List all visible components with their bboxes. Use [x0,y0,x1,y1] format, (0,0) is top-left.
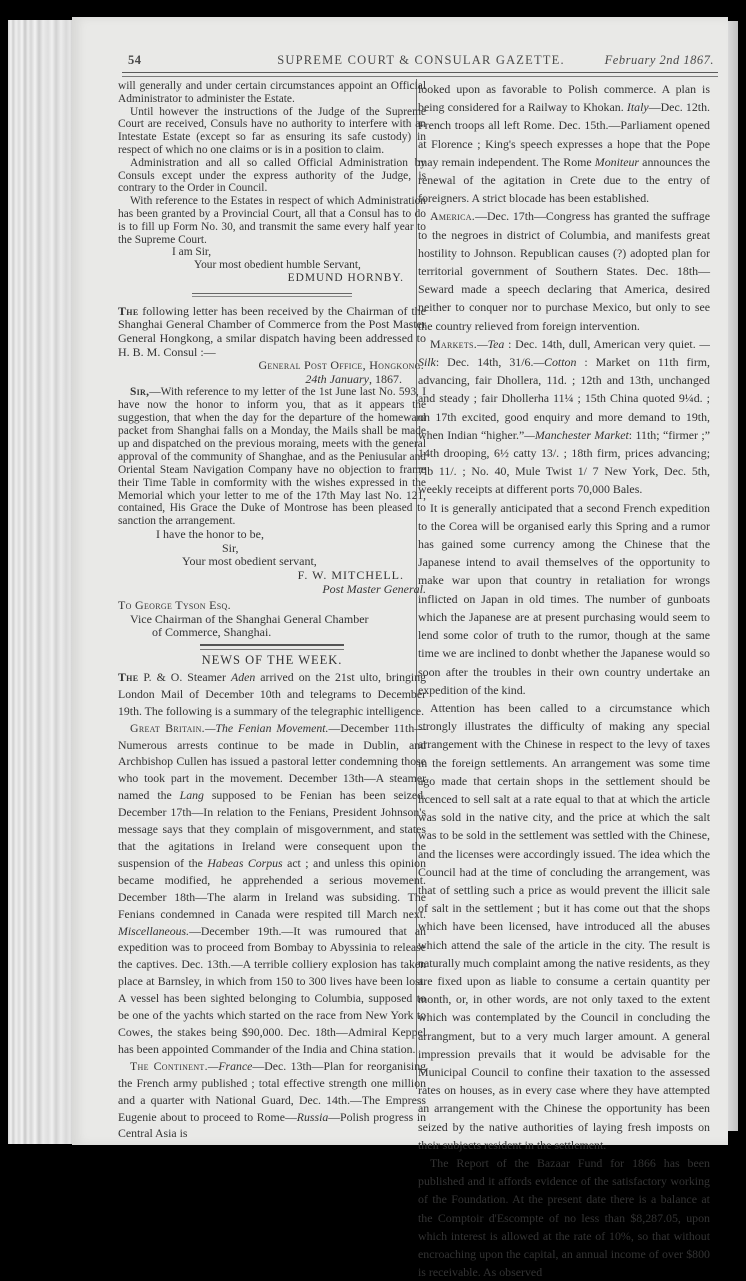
italic-term: Moniteur [594,154,640,169]
closing-line: I am Sir, [172,246,212,259]
subheading: —Cotton [533,355,577,370]
paragraph: With reference to the Estates in respect of which Administration has been granted by a Provincial Court, all that a Consul has to do is to fill up Form No. 30, and transmit the same every half year to the Supreme Court. [118,195,426,246]
gazette-page [72,17,728,1280]
subheading: —Silk [418,336,710,370]
paragraph [118,305,426,359]
hornby-letter [118,80,426,285]
salutation: Sir, [130,386,150,399]
book-page-edges [8,20,74,1144]
letter-dateline [118,373,426,387]
subheading: —Tea [477,336,505,351]
text: arrived on the 21st ulto, bringing London Mail of December 10th and telegrams to December 19th. The following is a summary of the telegraphic intelligence. [118,669,427,718]
addressee: To George Tyson Esq. [118,598,231,613]
text: —December 11th—Numerous arrests continue to be made in Dublin, and Archbishop Cullen has issued a pastoral letter condemning those who took part in the movement. December 13th—A steamer named the [118,720,427,803]
paragraph-salt-tax: Attention has been called to a circumstance which strongly illustrates the difficulty of making any special arrangement with the Chinese in respect to the levy of taxes in the foreign settlements. An arrangement was some time ago made that certain shops in the settlement should be licenced to sell salt at a rate equal to that at which the article was sold in the native city, and the price at which the salt was to be sold in the settlement was settled with the Chinese, and the licenses were accordingly issued. The idea which the Council had at the time of concluding the arrangement, was that of settling such a price as would prevent the illicit sale of salt in the settlement ; but it has come out that the shops which have been licensed, have introduced all the abuses which attend the sale of the article in the city. The result is naturally much complaint among the native residents, as they are fixed upon as liable to consume a certain quantity per month, or, in other words, are not only taxed to the extent which was contemplated by the Council in concluding the arrangment, but to a very much larger amount. A general impression prevails that it would be advisable for the Municipal Council to confine their taxation to the assessed rates on houses, as in every case where they have attempted an arrangement with the Chinese the opportunity has been seized by the native authorities of laying fresh imposts on their subjects resident in the settlement. [418,700,710,1152]
intro-text: following letter has been received by the Chairman of the Shanghai General Chamber of Commerce from the Post Master General Hongkong, a smilar dispatch having been addressed to H. B. M. Consul :— [118,303,426,359]
signature: EDMUND HORNBY. [287,271,404,284]
text: supposed to be Fenian has been seized. December 17th—In relation to the Fenians, President Johnson's message says that they complain of misgovernment, and states that the agitations in Ireland were consequent upon the suspension of the [118,788,426,870]
addressee-line: Vice Chairman of the Shanghai General Chamber [130,611,369,626]
paragraph [118,669,426,720]
subheading: Italy [626,100,649,115]
text: : Dec. 14th, dull, American very quiet. [504,336,700,351]
region-label: Markets. [430,336,478,351]
closing-line: I have the honor to be, [156,527,264,542]
right-column [418,80,710,1281]
closing-line: Your most obedient servant, [182,554,317,569]
news-of-the-week [118,652,426,1142]
subheading: —Manchester Market [524,427,629,442]
running-head [128,53,714,67]
text: P. & O. Steamer [138,669,231,684]
closing-line: Sir, [222,540,239,555]
closing-line: Your most obedient humble Servant, [194,259,361,272]
paragraph: Until however the instructions of the Judge of the Supreme Court are received, Consuls have no authority to interfere with an Intestate Estate (except so far as ensuring its safe custody) in respect of which no one claims or is in a position to claim. [118,105,426,156]
region-label: Great Britain. [130,720,205,735]
text: act ; and unless this opinion became modified, he apprehended a serious movement. December 18th—The alarm in Ireland was subsiding. The Fenians condemned in Canada were respited till March next. [118,855,426,921]
section-heading: NEWS OF THE WEEK. [201,653,343,668]
italic-term: Habeas Corpus [207,855,283,870]
paragraph-markets [418,335,710,499]
lead-word: The [118,303,139,318]
paragraph-corea: It is generally anticipated that a second French expedition to the Corea will be organised early this Spring and a rumor has gained some currency among the Chinese that the Japanese intend to avail themselves of the opportunity to make war upon that country in retaliation for wrongs inflicted on Japan in old times. The number of gunboats which the Japanese are at present purchasing would seem to lend some color of truth to the rumor, though at the same time we are inclined to donbt whether the Japanese would so soon after the troubles in their own country undertake an expedition of the kind. [418,500,710,697]
ship-name: Aden [231,669,256,684]
text: : Market on 11th firm, advancing, fair Dhollera, 11d. ; 12th and 13th, unchanged and steady ; fair Dhollerha 11¼ ; 15th China quoted 9¼d. ; on 17th excited, good enquiry and more demand to 19th, when Indian “higher.” [418,355,711,442]
letter-body: —With reference to my letter of the 1st June last No. 593, I have now the honor to inform you, that as it appears the suggestion, that when the day for the departure of the homeward packet from Shanghai falls on a Monday, the Mails shall be made up and dispatched on the previous moraing, meets with the general approval of the community of Shanghae, and as the Peniusular and Oriental Steam Navigation Company have no objection to frame their Time Table in comformity with the wishes expressed in the Memorial which your letter to me of the 17th May last No. 121, contained, His Grace the Duke of Montrose has been pleased to sanction the arrangement. [118,386,426,528]
subheading: —France [207,1058,253,1073]
dateline-day: 24th January [305,371,369,386]
paragraph-great-britain [118,720,426,1058]
header-rule [122,72,718,77]
dateline-year: , 1867. [369,371,402,386]
lead-word: The [118,669,139,684]
paragraph: Administration and all so called Official Administration by Consuls except under the express authority of the Judge, is contrary to the Order in Council. [118,156,426,195]
signature-title: Post Master General. [322,581,426,596]
page-number: 54 [128,53,142,67]
subheading: —The Fenian Movement. [204,720,329,735]
addressee-line: of Commerce, Shanghai. [152,625,272,640]
paragraph: will generally and under certain circumstances appoint an Official Administrator to administer the Estate. [118,80,426,105]
text: —December 19th.—It was rumoured that an expedition was to proceed from Bombay to Abyssinia to release the captives. Dec. 13th.—A terrible colliery explosion has taken place at Barnsley, in which from 150 to 300 lives have been lost. A vessel has been sighted belonging to Columbia, supposed to be one of the yachts which started on the race from New York to Cowes, the stakes being $90,000. Dec. 18th—Admiral Keppel has been appointed Commander of the India and China station. [118,923,426,1056]
text: looked upon as favorable to Polish commerce. A plan is being considered for a Railway to Khokan. [418,82,710,115]
text: : Dec. 14th, 31/6. [435,355,534,370]
text: —Polish progress in Central Asia is [118,1109,426,1141]
section-rule [192,293,352,297]
text: announces the renewal of the agitation in Crete due to the entry of foreigners. A strict blocade has been established. [418,154,710,206]
paragraph-continent-cont [418,80,710,207]
region-label: America. [430,209,476,224]
paragraph-bazaar-fund: The Report of the Bazaar Fund for 1866 has been published and it affords evidence of the satisfactory working of the Foundation. At the present date there is a balance at the Comptoir d'Escompte of no less than $8,287.05, upon which interest is allowed at the rate of 10%, so that without encroaching upon the capital, an annual income of over $800 is receivable. As observed [418,1155,710,1280]
paragraph [118,386,426,528]
text: —Dec. 13th—Plan for reorganising the French army published ; total effective strength one million and a quarter with National Guard, Dec. 14th.—The Empress Eugenie about to proceed to Rome— [118,1058,426,1124]
section-rule [200,644,344,650]
paragraph-continent [118,1058,426,1143]
text: : 11th; “firmer ;” 14th drooping, 6½ catty 13/. ; 18th firm, prices advancing; 7lb 11/. ; No. 40, Mule Twist 1/ 7 New York, Dec. 5th, weekly receipts at different ports 70,000 Bales. [418,427,711,497]
subheading: Russia [296,1109,329,1124]
post-office-letter [118,305,426,640]
text: —Dec. 12th. French troops all left Rome. Dec. 15th.—Parliament opened at Florence ; King's speech expresses a hope that the Pope may remain independent. The Rome [418,100,710,169]
region-label: The Continent. [130,1058,208,1073]
subheading: Miscellaneous. [118,923,190,938]
left-column [118,80,426,1142]
text: —Dec. 17th—Congress has granted the suffrage to the negroes in district of Columbia, and manifests great hostility to Johnson. Republican causes (?) adopted plan for territorial government of Southern States. Dec. 18th—Seward made a speech declaring that America, desired neither to conquer nor to purchase Mexico, but only to see the country relieved from foreign intervention. [418,209,710,333]
ship-name: Lang [179,788,204,803]
letter-address: General Post Office, Hongkong. [258,358,424,373]
paragraph-america [418,207,710,334]
issue-date: February 2nd 1867. [604,53,714,67]
publication-title: SUPREME COURT & CONSULAR GAZETTE. [277,53,565,67]
signature: F. W. MITCHELL. [297,568,404,583]
